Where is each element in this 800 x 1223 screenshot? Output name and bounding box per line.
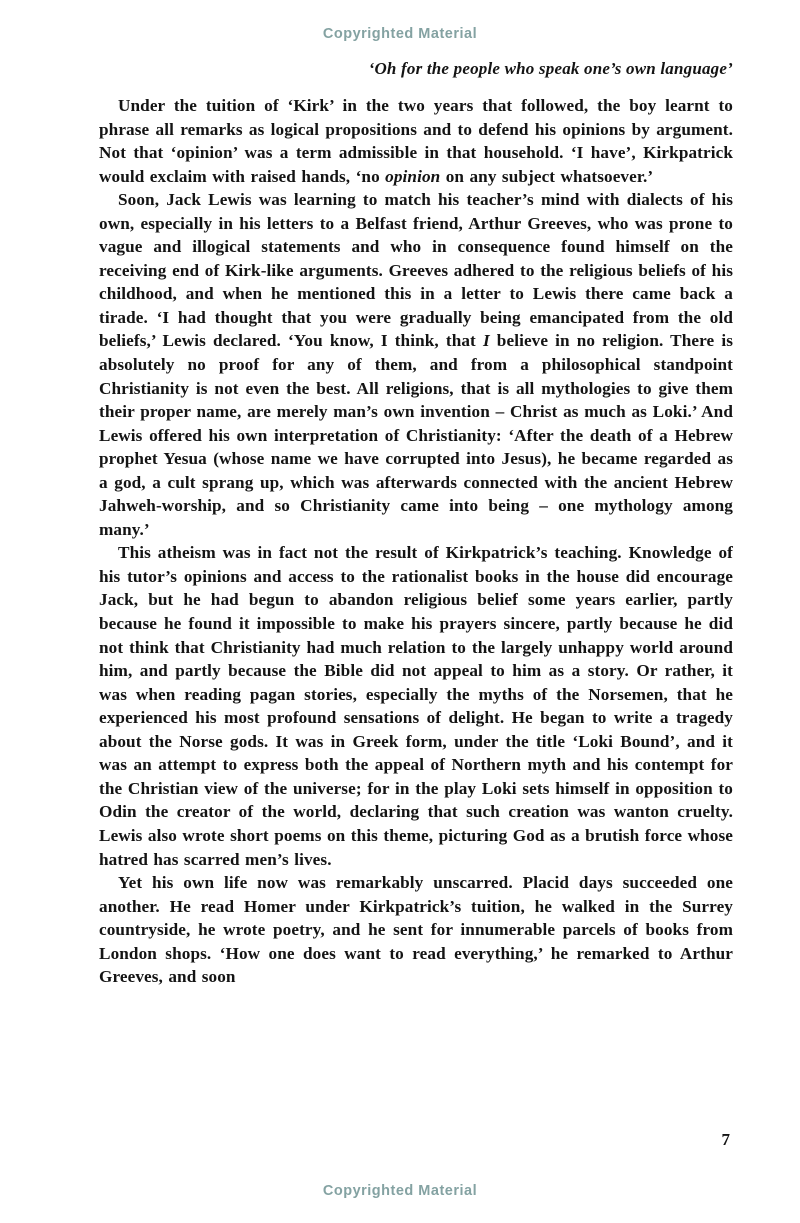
italic-text: opinion [385, 166, 441, 186]
text-segment: Yet his own life now was remarkably unscarred. Placid days succeeded one another. He read Homer under Kirkpatrick’s tuition, he walked in the Surrey countryside, he wrote poetry, and he sent for innumerable parcels of books from London shops. ‘How one does want to read everything,’ he remarked to Arthur Greeves, and soon [99, 873, 733, 987]
bottom-copyright-watermark: Copyrighted Material [322, 1183, 478, 1199]
italic-text: I [482, 331, 490, 351]
paragraph [99, 871, 733, 989]
text-segment: Under the tuition of ‘Kirk’ in the two years that followed, the boy learnt to phrase all remarks as logical propositions and to defend his opinions by argument. Not that ‘opinion’ was a term admissible in that household. ‘I have’, Kirkpatrick would exclaim with raised hands, ‘no [99, 96, 733, 186]
text-segment: on any subject whatsoever.’ [440, 166, 654, 186]
body-text [99, 94, 733, 989]
running-header: ‘Oh for the people who speak one’s own language’ [368, 59, 733, 78]
text-segment: Soon, Jack Lewis was learning to match his teacher’s mind with dialects of his own, especially in his letters to a Belfast friend, Arthur Greeves, who was prone to vague and illogical statements and who in consequence found himself on the receiving end of Kirk-like arguments. Greeves adhered to the religious beliefs of his childhood, and when he mentioned this in a letter to Lewis there came back a tirade. ‘I had thought that you were gradually being emancipated from the old beliefs,’ Lewis declared. ‘You know, I think, that [99, 190, 733, 351]
text-segment: This atheism was in fact not the result of Kirkpatrick’s teaching. Knowledge of his tutor’s opinions and access to the rationalist books in the house did encourage Jack, but he had begun to abandon religious belief some years earlier, partly because he found it impossible to make his prayers sincere, partly because he did not think that Christianity had much relation to the largely unhappy world around him, and partly because the Bible did not appeal to him as a story. Or rather, it was when reading pagan stories, especially the myths of the Norsemen, that he experienced his most profound sensations of delight. He began to write a tragedy about the Norse gods. It was in Greek form, under the title ‘Loki Bound’, and it was an attempt to express both the appeal of Northern myth and his contempt for the Christian view of the universe; for in the play Loki sets himself in opposition to Odin the creator of the world, declaring that such creation was wanton cruelty. Lewis also wrote short poems on this theme, picturing God as a brutish force whose hatred has scarred men’s lives. [99, 543, 733, 869]
text-segment: believe in no religion. There is absolutely no proof for any of them, and from a philosophical standpoint Christianity is not even the best. All religions, that is all mythologies to give them their proper name, are merely man’s own invention – Christ as much as Loki.’ And Lewis offered his own interpretation of Christianity: ‘After the death of a Hebrew prophet Yesua (whose name we have corrupted into Jesus), he became regarded as a god, a cult sprang up, which was afterwards connected with the ancient Hebrew Jahweh-worship, and so Christianity came into being – one mythology among many.’ [99, 331, 733, 539]
paragraph [99, 541, 733, 871]
paragraph [99, 94, 733, 188]
page-number: 7 [721, 1130, 730, 1149]
top-copyright-watermark: Copyrighted Material [322, 26, 478, 42]
page-content [99, 58, 733, 989]
paragraph [99, 188, 733, 541]
